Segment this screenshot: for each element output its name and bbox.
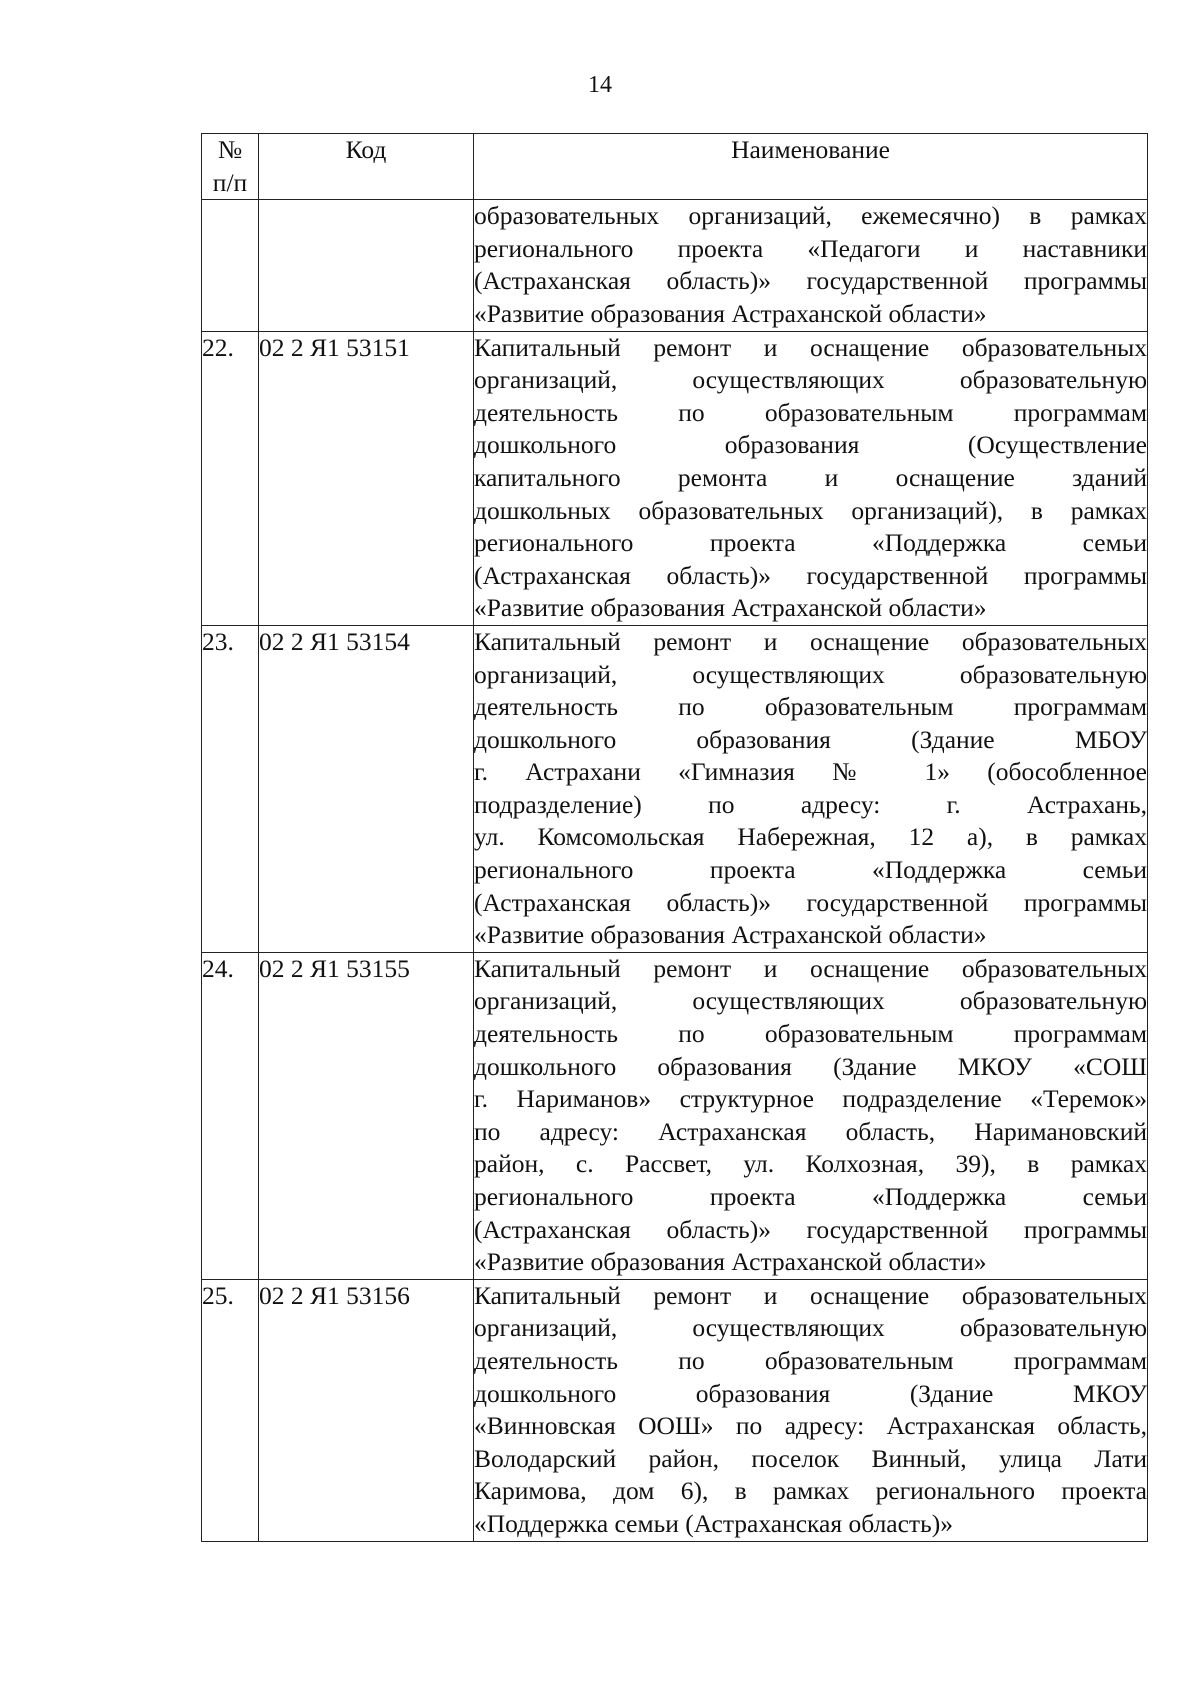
cell-name [474, 952, 1148, 1279]
name-line: (Астраханская область)» государственной программы [474, 560, 1147, 590]
cell-code [259, 200, 474, 331]
header-number-symbol: № [217, 135, 243, 164]
name-line: (Астраханская область)» государственной программы [474, 1214, 1147, 1244]
name-line: «Поддержка семьи (Астраханская область)» [474, 1508, 953, 1538]
cell-number: 22. [202, 331, 259, 625]
name-line: Капитальный ремонт и оснащение образовательных [474, 953, 1147, 983]
table-row [202, 1279, 1148, 1541]
name-line: г. Астрахани «Гимназия № 1» (обособленное [474, 757, 1147, 787]
name-line: дошкольного образования (Здание МБОУ [474, 724, 1147, 754]
name-line: дошкольного образования (Здание МКОУ «СОШ [474, 1051, 1147, 1081]
name-line: Капитальный ремонт и оснащение образовательных [474, 1280, 1147, 1310]
name-line: по адресу: Астраханская область, Наримановский [474, 1116, 1147, 1146]
name-line: Капитальный ремонт и оснащение образовательных [474, 332, 1147, 362]
name-line: район, с. Рассвет, ул. Колхозная, 39), в рамках [474, 1149, 1147, 1179]
name-line: дошкольных образовательных организаций), в рамках [474, 495, 1147, 525]
name-line: деятельность по образовательным программам [474, 1345, 1147, 1375]
name-line: деятельность по образовательным программам [474, 1019, 1147, 1049]
header-number [202, 134, 259, 200]
cell-code: 02 2 Я1 53154 [259, 625, 474, 952]
cell-name [474, 1279, 1148, 1541]
cell-code: 02 2 Я1 53155 [259, 952, 474, 1279]
header-name: Наименование [474, 134, 1148, 200]
name-line: «Винновская ООШ» по адресу: Астраханская область, [474, 1411, 1147, 1441]
name-line: «Развитие образования Астраханской области» [474, 1247, 987, 1277]
cell-name [474, 200, 1148, 331]
page-number: 14 [588, 72, 612, 98]
cell-name [474, 331, 1148, 625]
budget-code-table [201, 133, 1148, 1542]
cell-code: 02 2 Я1 53151 [259, 331, 474, 625]
cell-code: 02 2 Я1 53156 [259, 1279, 474, 1541]
name-line: Каримова, дом 6), в рамках регионального проекта [474, 1476, 1147, 1506]
cell-number: 25. [202, 1279, 259, 1541]
name-line: регионального проекта «Поддержка семьи [474, 855, 1147, 885]
name-line: дошкольного образования (Осуществление [474, 430, 1147, 460]
name-line: «Развитие образования Астраханской области» [474, 298, 987, 328]
name-line: Володарский район, поселок Винный, улица Лати [474, 1443, 1147, 1473]
name-line: (Астраханская область)» государственной программы [474, 887, 1147, 917]
name-line: регионального проекта «Педагоги и наставники [474, 233, 1147, 263]
name-line: подразделение) по адресу: г. Астрахань, [474, 789, 1147, 819]
name-line: организаций, осуществляющих образовательную [474, 986, 1147, 1016]
cell-name [474, 625, 1148, 952]
name-line: деятельность по образовательным программам [474, 692, 1147, 722]
table-row-continuation [202, 200, 1148, 331]
name-line: деятельность по образовательным программам [474, 397, 1147, 427]
name-line: ул. Комсомольская Набережная, 12 а), в рамках [474, 822, 1147, 852]
name-line: капитального ремонта и оснащение зданий [474, 462, 1147, 492]
table-row [202, 331, 1148, 625]
table-row [202, 952, 1148, 1279]
header-code: Код [259, 134, 474, 200]
name-line: (Астраханская область)» государственной программы [474, 266, 1147, 296]
name-line: Капитальный ремонт и оснащение образовательных [474, 626, 1147, 656]
table-row [202, 625, 1148, 952]
cell-number: 24. [202, 952, 259, 1279]
name-line: г. Нариманов» структурное подразделение «Теремок» [474, 1084, 1147, 1114]
table-header-row [202, 134, 1148, 200]
name-line: организаций, осуществляющих образовательную [474, 1313, 1147, 1343]
name-line: организаций, осуществляющих образовательную [474, 659, 1147, 689]
name-line: «Развитие образования Астраханской области» [474, 920, 987, 950]
cell-number: 23. [202, 625, 259, 952]
header-number-pp: п/п [212, 167, 248, 197]
name-line: образовательных организаций, ежемесячно) в рамках [474, 201, 1147, 231]
name-line: «Развитие образования Астраханской области» [474, 593, 987, 623]
name-line: дошкольного образования (Здание МКОУ [474, 1378, 1147, 1408]
name-line: регионального проекта «Поддержка семьи [474, 528, 1147, 558]
name-line: организаций, осуществляющих образовательную [474, 365, 1147, 395]
cell-number [202, 200, 259, 331]
name-line: регионального проекта «Поддержка семьи [474, 1182, 1147, 1211]
